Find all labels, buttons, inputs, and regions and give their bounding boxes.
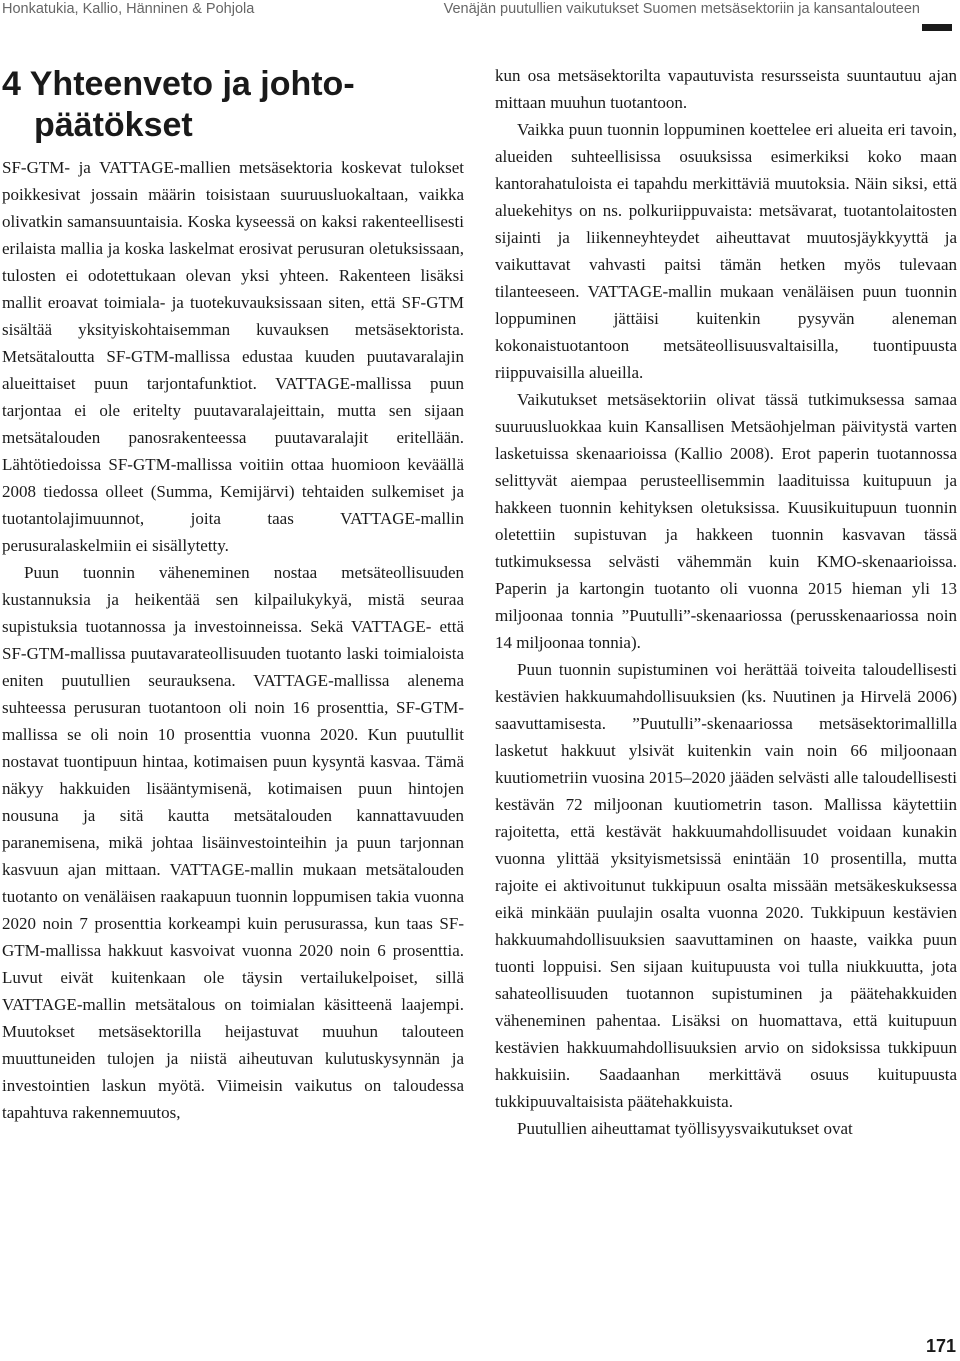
paragraph: Puutullien aiheuttamat työllisyysvaikutukset ovat: [517, 1119, 853, 1138]
running-head: [0, 0, 960, 22]
section-heading-line-1: 4 Yhteenveto ja johto-: [2, 65, 355, 103]
paragraph-continued: kun osa metsäsektorilta vapautuvista resursseista suuntautuu ajan mittaan muuhun tuotantoon.: [495, 66, 957, 112]
paragraph: Puun tuonnin väheneminen nostaa metsäteollisuuden kustannuksia ja heikentää sen kilpailukykyä, mistä seuraa supistuksia tuotannossa ja investoinneissa. Sekä VATTAGE- että SF-GTM-mallissa puutavarateollisuuden tuotanto laski toimialoista eniten puutullien seurauksena. VATTAGE-mallissa alenema suhteessa perusuran tuotantoon oli noin 16 prosenttia, SF-GTM-mallissa se oli noin 10 prosenttia vuonna 2020. Kun puutullit nostavat tuontipuun hintaa, kotimaisen puun kysyntä kasvaa. Tämä näkyy hakkuiden lisääntymisenä, kotimaisen puun hintojen nousuna ja sitä kautta metsätalouden kannattavuuden paranemisena, mikä johtaa lisäinvestointeihin ja puun tarjonnan kasvuun ajan mittaan. VATTAGE-mallin mukaan metsätalouden tuotanto on venäläisen raakapuun tuonnin loppumisen takia vuonna 2020 noin 7 prosenttia korkeampi kuin perusurassa, kun taas SF-GTM-mallissa hakkuut kasvoivat vuonna 2020 noin 6 prosenttia. Luvut eivät kuitenkaan ole täysin vertailukelpoiset, sillä VATTAGE-mallin metsätalous on toimialan käsitteenä laajempi. Muutokset metsäsektorilla heijastuvat muuhun talouteen muuttuneiden tulojen ja niistä aiheutuvan kulutuskysynnän ja investointien laskun myötä. Viimeisin vaikutus on taloudessa tapahtuva rakennemuutos,: [2, 563, 464, 1122]
paragraph: Puun tuonnin supistuminen voi herättää toiveita taloudellisesti kestävien hakkuumahdollisuuksien (ks. Nuutinen ja Hirvelä 2006) saavuttamisesta. ”Puutulli”-skenaariossa metsäsektorimallilla lasketut hakkuut ylsivät kuitenkin vain noin 66 miljoonaan kuutiometriin vuosina 2015–2020 jääden selvästi alle taloudellisesti kestävän 72 miljoonan kuutiometrin tason. Mallissa käytettiin rajoitetta, että kestävät hakkuumahdollisuudet voidaan kunakin vuonna ylittää yksityismetsissä enintään 10 prosentilla, mutta rajoite ei aktivoitunut tukkipuun osalta missään metsäkeskuksessa eikä minkään puulajin osalta vuonna 2020. Tukkipuun kestävien hakkuumahdollisuuksien saavuttaminen on haaste, vaikka puun tuonti loppuisi. Sen sijaan kuitupuusta voi tulla niukkuutta, jota sahateollisuuden tuotannon supistuminen ja päätehakkuiden väheneminen pahentaa. Lisäksi on huomattava, että kuitupuun kestävien hakkuumahdollisuuksien arvio on sidoksissa tukkipuun hakkuisiin. Saadaanhan merkittävä osuus kuitupuusta tukkipuuvaltaisista päätehakkuista.: [495, 660, 957, 1111]
header-decorative-bar: [922, 24, 952, 31]
page-number: 171: [925, 1336, 956, 1356]
running-head-report-title: Venäjän puutullien vaikutukset Suomen metsäsektoriin ja kansantalouteen: [443, 1, 920, 17]
right-column: [495, 62, 957, 1142]
paragraph: SF-GTM- ja VATTAGE-mallien metsäsektoria koskevat tulokset poikkesivat jossain määrin toisistaan suuruusluokaltaan, vaikka olivatkin samansuuntaisia. Koska kyseessä on kaksi rakenteellisesti erilaista mallia ja koska laskelmat erosivat perusuran oletuksissaan, tulosten ei odotettukaan olevan yksi yhteen. Rakenteen lisäksi mallit eroavat toimiala- ja tuotekuvauksissaan siten, että SF-GTM sisältää yksityiskohtaisemman kuvauksen metsäsektorista. Metsätaloutta SF-GTM-mallissa edustaa kuuden puutavaralajin alueittaiset puun tarjontafunktiot. VATTAGE-mallissa puun tarjontaa ei ole eritelty puutavaralajeittain, mutta sen sijaan metsätalouden panosrakenteessa puutavaralajit eritellään. Lähtötiedoissa SF-GTM-mallissa voitiin ottaa huomioon keväällä 2008 tiedossa olleet (Summa, Kemijärvi) tehtaiden sulkemiset ja tuotantolajimuunnot, joita taas VATTAGE-mallin perusuralaskelmiin ei sisällytetty.: [2, 158, 464, 555]
running-head-authors: Honkatukia, Kallio, Hänninen & Pohjola: [2, 1, 255, 17]
paragraph: Vaikka puun tuonnin loppuminen koettelee eri alueita eri tavoin, alueiden suhteellisissa osuuksissa esimerkiksi koko maan kantorahatuloista ei tapahdu merkittäviä muutoksia. Näin siksi, että aluekehitys on ns. polkuriippuvaista: metsävarat, tuotantolaitosten sijainti ja liikenneyhteydet aiheuttavat muutosjäykkyyttä ja vaikuttavat vahvasti paitsi tämän hetken myös tulevaan tilanteeseen. VATTAGE-mallin mukaan venäläisen puun tuonnin loppuminen jättäisi kuitenkin pysyvän aleneman kokonaistuotantoon metsäteollisuusvaltaisilla, tuontipuusta riippuvaisilla alueilla.: [495, 120, 957, 382]
section-heading: [2, 64, 464, 146]
paragraph: Vaikutukset metsäsektoriin olivat tässä tutkimuksessa samaa suuruusluokkaa kuin Kansallisen Metsäohjelman päivitystä varten lasketuissa skenaarioissa (Kallio 2008). Erot paperin tuotannossa selittyvät aiempaa perusteellisemmin laadituissa kuitupuun ja hakkeen tuonnin kehityksen oletuksissa. Kuusikuitupuun tuonnin oletettiin supistuvan ja hakkeen tuonnin kasvavan tässä tutkimuksessa selvästi vähemmän kuin KMO-skenaarioissa. Paperin ja kartongin tuotanto oli vuonna 2015 hieman yli 13 miljoonaa tonnia ”Puutulli”-skenaariossa (perusskenaariossa noin 14 miljoonaa tonnia).: [495, 390, 957, 652]
section-heading-line-2: päätökset: [34, 106, 193, 144]
left-column: [2, 64, 464, 1126]
